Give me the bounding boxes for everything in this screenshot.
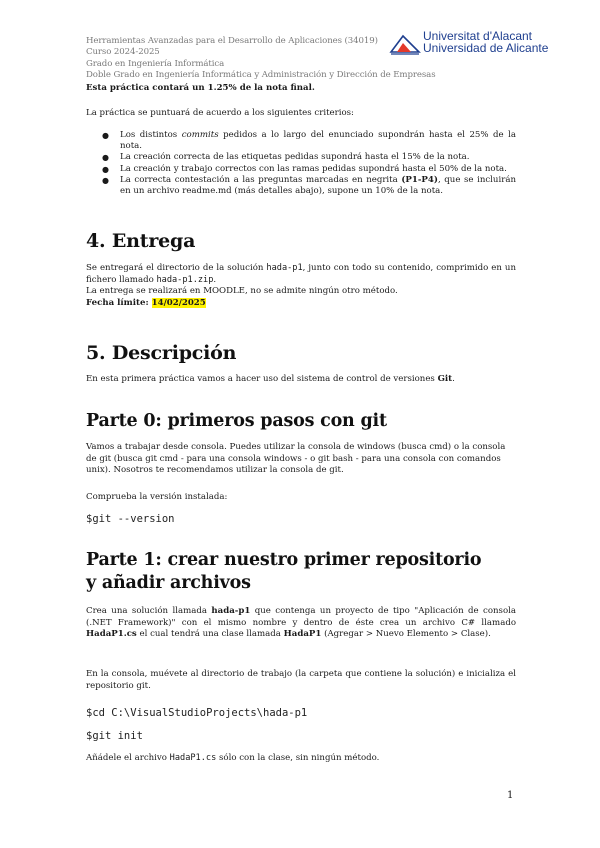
intro-section <box>86 83 516 95</box>
bullet-icon: ● <box>102 175 109 185</box>
command-git-version: $git --version <box>86 513 175 525</box>
header-degree: Grado en Ingeniería Informática <box>86 58 225 69</box>
header-year: Curso 2024-2025 <box>86 47 160 58</box>
list-item: ● Los distintos commits pedidos a lo largo del enunciado supondrán hasta el 25% de la nota. <box>102 130 516 152</box>
version-check-label: Comprueba la versión instalada: <box>86 492 228 502</box>
parte1-init <box>86 669 516 692</box>
parte1-init-paragraph: En la consola, muévete al directorio de trabajo (la carpeta que contiene la solución) e inicializa el repositorio git. <box>86 669 516 691</box>
entrega-method: La entrega se realizará en MOODLE, no se admite ningún otro método. <box>86 286 398 297</box>
parte0-paragraph: Vamos a trabajar desde consola. Puedes utilizar la consola de windows (busca cmd) o la consola de git (busca git cmd - para una consola windows - o git bash - para una consola con comandos unix). Nosotros te recomendamos utilizar la consola de git. <box>86 442 506 476</box>
header-double-degree: Doble Grado en Ingeniería Informática y Administración y Dirección de Empresas <box>86 70 436 81</box>
document-header <box>86 36 436 82</box>
criteria-list <box>86 130 516 197</box>
page-number: 1 <box>507 790 514 801</box>
command-cd: $cd C:\VisualStudioProjects\hada-p1 <box>86 707 308 719</box>
entrega-section <box>86 263 516 309</box>
section-heading-parte1-line1: Parte 1: crear nuestro primer repositorio <box>86 550 482 570</box>
parte0-section <box>86 442 516 477</box>
parte1-add <box>86 753 516 765</box>
parte1-paragraph: Crea una solución llamada hada-p1 que contenga un proyecto de tipo "Aplicación de consola (.NET Framework)" con el mismo nombre y dentro de éste crea un archivo C# llamado HadaP1.cs el cual tendrá una clase llamada HadaP1 (Agregar > Nuevo Elemento > Clase). <box>86 606 516 640</box>
section-heading-parte1 <box>86 549 516 595</box>
criteria-intro: La práctica se puntuará de acuerdo a los siguientes criterios: <box>86 108 354 118</box>
list-item: ● La creación y trabajo correctos con las ramas pedidas supondrá hasta el 50% de la nota. <box>102 163 507 174</box>
header-course: Herramientas Avanzadas para el Desarrollo de Aplicaciones (34019) <box>86 36 378 46</box>
section-heading-parte0: Parte 0: primeros pasos con git <box>86 411 387 431</box>
section-heading-descripcion: 5. Descripción <box>86 342 237 364</box>
university-name <box>423 30 548 54</box>
parte1-add-paragraph: Añádele el archivo HadaP1.cs sólo con la clase, sin ningún método. <box>86 753 380 763</box>
section-heading-entrega: 4. Entrega <box>86 230 196 252</box>
deadline-date: 14/02/2025 <box>151 297 206 308</box>
university-name-spanish: Universidad de Alicante <box>423 41 549 55</box>
entrega-paragraph: Se entregará el directorio de la solución hada-p1, junto con todo su contenido, comprimido en un fichero llamado hada-p1.zip. <box>86 263 516 285</box>
bullet-icon: ● <box>102 153 109 163</box>
bullet-icon: ● <box>102 164 109 174</box>
version-check <box>86 492 516 504</box>
section-heading-parte1-line2: y añadir archivos <box>86 573 251 593</box>
deadline: Fecha límite: 14/02/2025 <box>86 297 206 308</box>
bullet-icon: ● <box>102 131 109 140</box>
parte1-section <box>86 606 516 641</box>
descripcion-paragraph: En esta primera práctica vamos a hacer uso del sistema de control de versiones Git. <box>86 374 455 384</box>
command-git-init: $git init <box>86 730 143 742</box>
list-item: ● La creación correcta de las etiquetas pedidas supondrá hasta el 15% de la nota. <box>102 152 470 163</box>
criteria-section <box>86 108 516 120</box>
grade-note: Esta práctica contará un 1.25% de la nota final. <box>86 83 315 93</box>
list-item: ● La correcta contestación a las preguntas marcadas en negrita (P1-P4), que se incluirán en un archivo readme.md (más detalles abajo), supone un 10% de la nota. <box>102 174 516 197</box>
university-name-valencian: Universitat d'Alacant <box>423 29 533 43</box>
descripcion-section <box>86 374 516 386</box>
